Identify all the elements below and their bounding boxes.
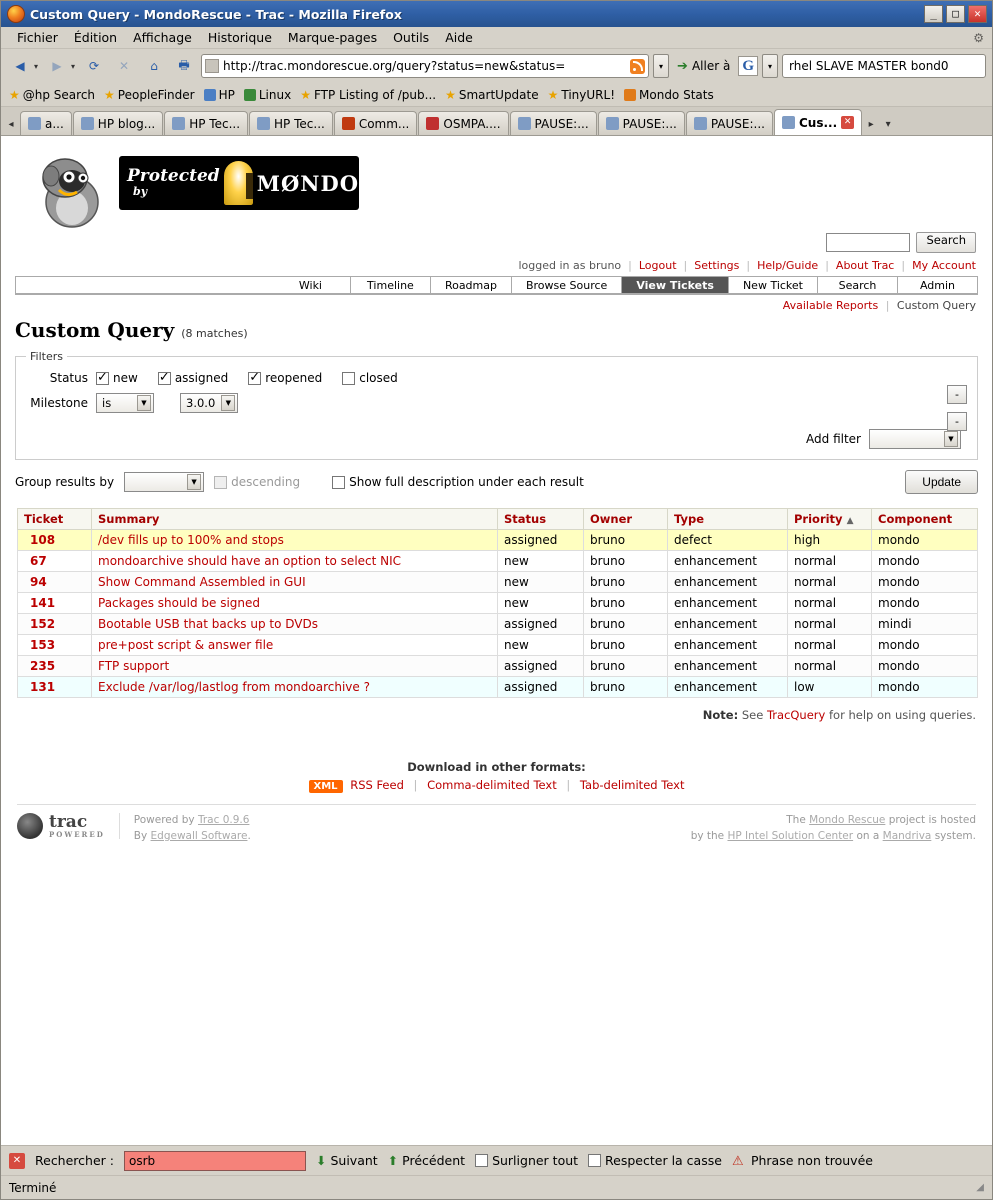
available-reports-link[interactable]: Available Reports — [782, 299, 879, 312]
cell-summary[interactable]: Bootable USB that backs up to DVDs — [92, 614, 498, 635]
bookmark-label: @hp Search — [22, 87, 96, 102]
trac-banner — [1, 136, 992, 232]
cell-component: mondo — [872, 530, 978, 551]
tracquery-link[interactable]: TracQuery — [766, 708, 826, 722]
note-prefix: Note: — [702, 708, 739, 722]
column-header-type[interactable]: Type — [668, 509, 788, 530]
warning-icon: ⚠ — [731, 1153, 744, 1169]
cell-status: assigned — [498, 614, 584, 635]
table-row[interactable] — [18, 593, 978, 614]
tab-label: HP Tec... — [274, 116, 325, 131]
remove-milestone-filter-button[interactable]: - — [947, 412, 967, 431]
tab-bar — [1, 107, 992, 135]
search-engine-dropdown[interactable]: ▾ — [762, 54, 778, 78]
tab-favicon-icon — [342, 117, 355, 130]
cell-status: new — [498, 635, 584, 656]
table-row[interactable] — [18, 551, 978, 572]
bookmark-label: HP — [218, 87, 235, 102]
arrow-down-icon: ⬇ — [315, 1153, 327, 1168]
trac-search-row — [1, 232, 992, 253]
tab-scroll-right-icon[interactable]: ▸ — [868, 119, 874, 130]
checkbox-icon[interactable] — [332, 476, 345, 489]
url-history-dropdown[interactable]: ▾ — [653, 54, 669, 78]
page-title — [15, 318, 992, 342]
tab-favicon-icon — [518, 117, 531, 130]
nav-new-ticket[interactable]: New Ticket — [729, 276, 818, 294]
table-header-row — [18, 509, 978, 530]
milestone-filter-row — [26, 393, 967, 428]
cell-priority: normal — [788, 572, 872, 593]
cell-owner: bruno — [584, 635, 668, 656]
status-assigned-label: assigned — [174, 371, 229, 385]
window-buttons — [924, 5, 987, 23]
tab-4[interactable] — [334, 111, 418, 135]
cell-component: mondo — [872, 635, 978, 656]
metanav: logged in as bruno | Logout | Settings | Help/Guide | About Trac | My Account — [518, 259, 976, 272]
tsv-link[interactable]: Tab-delimited Text — [579, 778, 685, 792]
firefox-logo-icon — [7, 5, 25, 23]
forward-button: ▶ — [52, 59, 62, 73]
about-trac-link[interactable]: About Trac — [835, 259, 895, 272]
page-title-text: Custom Query — [15, 318, 175, 342]
title-bar — [1, 1, 992, 27]
checkbox-icon[interactable] — [158, 372, 171, 385]
tab-6[interactable] — [510, 111, 597, 135]
status-new-checkbox[interactable] — [96, 371, 138, 385]
cell-status: new — [498, 551, 584, 572]
cell-type: enhancement — [668, 551, 788, 572]
checkbox-icon[interactable] — [342, 372, 355, 385]
page-content — [1, 135, 992, 1145]
update-button[interactable]: Update — [905, 470, 978, 494]
chevron-down-icon: ▼ — [221, 395, 235, 411]
by-label: By — [133, 829, 148, 842]
sort-arrow-icon: ▲ — [846, 516, 854, 526]
rss-feed-link[interactable]: RSS Feed — [350, 778, 404, 792]
cell-component: mondo — [872, 593, 978, 614]
star-icon: ★ — [9, 87, 20, 102]
star-icon: ★ — [445, 87, 456, 102]
status-new-label: new — [113, 371, 138, 385]
bookmark-mondo-stats[interactable] — [624, 88, 714, 102]
bookmark-hp[interactable] — [204, 88, 235, 102]
cell-owner: bruno — [584, 656, 668, 677]
hp-intel-solution-center-link[interactable]: HP Intel Solution Center — [727, 829, 854, 842]
find-label: Rechercher : — [35, 1153, 114, 1168]
stop-button: ✕ — [119, 59, 130, 73]
cell-ticket[interactable]: 131 — [18, 677, 92, 698]
treasure-chest-icon — [224, 161, 253, 205]
cell-status: assigned — [498, 656, 584, 677]
close-findbar-icon[interactable]: ✕ — [9, 1153, 25, 1169]
checkbox-icon[interactable] — [214, 476, 227, 489]
cell-component: mondo — [872, 656, 978, 677]
table-row[interactable] — [18, 614, 978, 635]
tab-5[interactable] — [418, 111, 508, 135]
nav-timeline[interactable]: Timeline — [351, 276, 431, 294]
trac-disc-icon — [17, 813, 43, 839]
cell-owner: bruno — [584, 593, 668, 614]
close-icon[interactable]: ✕ — [841, 116, 854, 129]
find-next-label: Suivant — [330, 1153, 378, 1168]
star-icon: ★ — [104, 87, 115, 102]
trac-powered-logo[interactable] — [17, 813, 120, 839]
nav-filler — [15, 276, 271, 294]
tab-label: Cus... — [798, 115, 838, 130]
url-bar[interactable] — [201, 54, 649, 78]
trac-search-input[interactable] — [826, 233, 910, 252]
tab-2[interactable] — [164, 111, 248, 135]
cell-ticket[interactable]: 153 — [18, 635, 92, 656]
search-input[interactable]: rhel SLAVE MASTER bond0 — [782, 54, 986, 78]
cell-priority: normal — [788, 614, 872, 635]
cell-ticket[interactable]: 67 — [18, 551, 92, 572]
cell-priority: normal — [788, 635, 872, 656]
table-row[interactable] — [18, 656, 978, 677]
cell-component: mondo — [872, 572, 978, 593]
find-next-button[interactable] — [316, 1153, 378, 1168]
bookmark-peoplefinder[interactable] — [104, 88, 195, 102]
match-case-label: Respecter la casse — [605, 1153, 722, 1168]
menu-fichier[interactable]: Fichier — [17, 30, 58, 45]
filters-panel — [15, 350, 978, 460]
cell-priority: normal — [788, 551, 872, 572]
status-reopened-checkbox[interactable] — [248, 371, 322, 385]
cell-ticket[interactable]: 108 — [18, 530, 92, 551]
logout-link[interactable]: Logout — [638, 259, 677, 272]
help-guide-link[interactable]: Help/Guide — [757, 259, 819, 272]
menu-bar — [1, 27, 992, 49]
logged-in-label: logged in as bruno — [518, 259, 622, 272]
bookmark-ftp-listing[interactable] — [300, 88, 436, 102]
url-text[interactable]: http://trac.mondorescue.org/query?status=new&status= — [223, 59, 566, 73]
find-bar — [1, 1145, 992, 1175]
bookmark-linux[interactable] — [244, 88, 291, 102]
cell-status: new — [498, 593, 584, 614]
rss-feed-icon[interactable] — [630, 59, 645, 74]
group-results-row — [15, 470, 978, 494]
my-account-link[interactable]: My Account — [912, 259, 976, 272]
page-footer — [17, 804, 976, 845]
cell-owner: bruno — [584, 572, 668, 593]
tab-favicon-icon — [257, 117, 270, 130]
tab-label: OSMPA.... — [443, 116, 501, 131]
note-suffix: for help on using queries. — [829, 708, 976, 722]
window-title: Custom Query - MondoRescue - Trac - Mozilla Firefox — [30, 6, 402, 22]
mondo-rescue-link[interactable]: Mondo Rescue — [809, 814, 886, 826]
cell-priority: high — [788, 530, 872, 551]
add-filter-row — [26, 429, 967, 449]
tab-list-dropdown-icon[interactable]: ▾ — [885, 119, 891, 130]
download-formats — [1, 760, 992, 792]
back-dropdown-icon[interactable]: ▾ — [34, 61, 39, 71]
site-favicon-icon — [205, 59, 219, 73]
cell-summary[interactable]: Packages should be signed — [92, 593, 498, 614]
nav-roadmap[interactable]: Roadmap — [431, 276, 512, 294]
star-icon: ★ — [547, 87, 559, 102]
context-navigation: Available Reports | Custom Query — [782, 299, 976, 312]
tab-favicon-icon — [426, 117, 439, 130]
chevron-down-icon: ▼ — [187, 474, 201, 490]
status-closed-checkbox[interactable] — [342, 371, 398, 385]
cell-component: mondo — [872, 551, 978, 572]
add-filter-label: Add filter — [806, 432, 861, 446]
xml-badge-icon: XML — [309, 780, 343, 793]
descending-checkbox[interactable] — [214, 475, 300, 489]
column-header-priority[interactable]: Priority ▲ — [788, 509, 872, 530]
cell-ticket[interactable]: 141 — [18, 593, 92, 614]
resize-grip-icon[interactable]: ◢ — [976, 1182, 984, 1193]
main-navigation — [15, 276, 978, 295]
find-input[interactable]: osrb — [124, 1151, 306, 1171]
checkbox-icon[interactable] — [96, 372, 109, 385]
find-label-group — [35, 1153, 114, 1168]
reload-button[interactable]: ⟳ — [89, 59, 100, 73]
cell-owner: bruno — [584, 614, 668, 635]
close-button[interactable]: ✕ — [968, 5, 987, 23]
status-bar — [1, 1175, 992, 1199]
tab-label: PAUSE:... — [534, 116, 589, 131]
csv-link[interactable]: Comma-delimited Text — [427, 778, 557, 792]
hosted-by-text: The Mondo Rescue project is hosted by the HP Intel Solution Center on a Mandriva system. — [690, 814, 976, 842]
column-header-component[interactable]: Component — [872, 509, 978, 530]
cell-ticket[interactable]: 152 — [18, 614, 92, 635]
tab-label: HP blog... — [97, 116, 156, 131]
cell-priority: normal — [788, 656, 872, 677]
status-reopened-label: reopened — [265, 371, 323, 385]
nav-wiki[interactable]: Wiki — [271, 276, 351, 294]
tab-label: PAUSE:... — [622, 116, 677, 131]
back-button[interactable]: ◀ — [15, 59, 25, 73]
logo-protected-text: Protected by — [127, 166, 220, 199]
tab-favicon-icon — [172, 117, 185, 130]
protected-by-mondo-logo — [119, 156, 359, 210]
cell-owner: bruno — [584, 530, 668, 551]
phrase-not-found-label: Phrase non trouvée — [750, 1153, 873, 1168]
highlight-all-toggle[interactable] — [475, 1153, 578, 1168]
note-see: See — [741, 708, 764, 722]
go-arrow-icon: ➔ — [677, 58, 688, 74]
filters-legend: Filters — [30, 350, 63, 363]
milestone-value: 3.0.0 — [186, 396, 216, 410]
cell-owner: bruno — [584, 551, 668, 572]
nav-view-tickets[interactable]: View Tickets — [622, 276, 729, 294]
tab-8[interactable] — [686, 111, 773, 135]
edgewall-link[interactable]: Edgewall Software — [150, 829, 248, 842]
cell-type: enhancement — [668, 572, 788, 593]
folder-icon — [624, 89, 636, 101]
menu-outils[interactable]: Outils — [393, 30, 430, 45]
tab-favicon-icon — [606, 117, 619, 130]
milestone-value-select[interactable] — [180, 393, 238, 413]
menu-aide[interactable]: Aide — [445, 30, 473, 45]
query-note — [1, 708, 976, 722]
cell-type: defect — [668, 530, 788, 551]
go-label: Aller à — [691, 59, 731, 73]
maximize-button[interactable]: □ — [946, 5, 965, 23]
cell-summary[interactable]: FTP support — [92, 656, 498, 677]
table-row[interactable] — [18, 677, 978, 698]
tab-favicon-icon — [694, 117, 707, 130]
folder-icon — [204, 89, 216, 101]
cell-summary[interactable]: mondoarchive should have an option to select NIC — [92, 551, 498, 572]
tab-3[interactable] — [249, 111, 333, 135]
remove-status-filter-button[interactable]: - — [947, 385, 967, 404]
status-closed-label: closed — [359, 371, 398, 385]
find-previous-button[interactable] — [388, 1153, 465, 1168]
phrase-not-found-status — [732, 1153, 873, 1168]
download-links: XML RSS Feed | Comma-delimited Text | Tab-delimited Text — [1, 778, 992, 792]
chevron-down-icon: ▼ — [944, 431, 958, 447]
cell-component: mindi — [872, 614, 978, 635]
status-filter-row — [26, 371, 967, 401]
nav-browse-source[interactable]: Browse Source — [512, 276, 622, 294]
cell-summary[interactable]: /dev fills up to 100% and stops — [92, 530, 498, 551]
bookmark-label: SmartUpdate — [458, 87, 539, 102]
cell-type: enhancement — [668, 614, 788, 635]
group-results-select[interactable] — [124, 472, 204, 492]
menu-affichage[interactable]: Affichage — [133, 30, 192, 45]
cell-ticket[interactable]: 94 — [18, 572, 92, 593]
tab-7[interactable] — [598, 111, 685, 135]
column-header-ticket[interactable]: Ticket — [18, 509, 92, 530]
go-button[interactable] — [673, 59, 734, 74]
bookmark-label: PeopleFinder — [117, 87, 195, 102]
navigation-toolbar — [1, 49, 992, 83]
tab-label: a... — [45, 116, 64, 131]
star-icon: ★ — [300, 87, 311, 102]
checkbox-icon[interactable] — [248, 372, 261, 385]
cell-priority: low — [788, 677, 872, 698]
tickets-table — [17, 508, 978, 698]
mandriva-link[interactable]: Mandriva — [882, 829, 932, 842]
arrow-up-icon: ⬆ — [387, 1153, 399, 1168]
descending-label: descending — [231, 475, 301, 489]
tab-label: Comm... — [358, 116, 410, 131]
bookmark-label: Mondo Stats — [639, 87, 714, 102]
tab-scroll-left-icon[interactable]: ◂ — [8, 119, 14, 130]
cell-status: new — [498, 572, 584, 593]
group-results-label: Group results by — [15, 475, 115, 489]
bookmark-smartupdate[interactable] — [445, 88, 539, 102]
highlight-all-label: Surligner tout — [492, 1153, 579, 1168]
tab-label: PAUSE:... — [710, 116, 765, 131]
milestone-label: Milestone — [30, 396, 88, 410]
cell-type: enhancement — [668, 635, 788, 656]
cell-priority: normal — [788, 593, 872, 614]
tab-custom-query[interactable] — [774, 109, 862, 135]
bookmark-label: Linux — [258, 87, 292, 102]
menu-historique[interactable]: Historique — [207, 30, 272, 45]
bookmark-hp-search[interactable] — [9, 88, 95, 102]
cell-summary[interactable]: Exclude /var/log/lastlog from mondoarchive ? — [92, 677, 498, 698]
tab-favicon-icon — [81, 117, 94, 130]
show-full-description-checkbox[interactable] — [332, 475, 584, 489]
cell-ticket[interactable]: 235 — [18, 656, 92, 677]
powered-by-text: Powered by Trac 0.9.6 By Edgewall Software. — [133, 814, 251, 842]
tab-favicon-icon — [782, 116, 795, 129]
gear-icon[interactable]: ⚙ — [973, 30, 984, 45]
milestone-operator-select[interactable] — [96, 393, 154, 413]
cell-type: enhancement — [668, 677, 788, 698]
google-icon[interactable]: G — [738, 56, 758, 76]
download-heading: Download in other formats: — [407, 760, 586, 774]
trac-search-button[interactable]: Search — [916, 232, 976, 253]
trac-version-link[interactable]: Trac 0.9.6 — [197, 814, 250, 826]
column-header-summary[interactable]: Summary — [92, 509, 498, 530]
status-label: Status — [49, 371, 88, 385]
status-assigned-checkbox[interactable] — [158, 371, 228, 385]
powered-by-label: Powered by — [133, 814, 195, 826]
mondo-mascot-logo — [39, 156, 105, 228]
logo-mondo-text: MØNDO — [256, 170, 359, 196]
find-previous-label: Précédent — [402, 1153, 466, 1168]
tab-0[interactable] — [20, 111, 72, 135]
table-row[interactable] — [18, 572, 978, 593]
custom-query-label: Custom Query — [896, 299, 976, 312]
column-header-owner[interactable]: Owner — [584, 509, 668, 530]
tab-favicon-icon — [28, 117, 41, 130]
cell-status: assigned — [498, 677, 584, 698]
forward-dropdown-icon: ▾ — [71, 61, 76, 71]
tab-label: HP Tec... — [189, 116, 241, 131]
bookmark-label: FTP Listing of /pub... — [313, 87, 437, 102]
trac-wordmark: trac POWERED — [49, 812, 105, 839]
cell-summary[interactable]: Show Command Assembled in GUI — [92, 572, 498, 593]
milestone-operator-value: is — [102, 396, 112, 410]
settings-link[interactable]: Settings — [694, 259, 740, 272]
nav-admin[interactable]: Admin — [898, 276, 978, 294]
chevron-down-icon: ▼ — [137, 395, 151, 411]
menu-marque-pages[interactable]: Marque-pages — [287, 30, 378, 45]
nav-search[interactable]: Search — [818, 276, 898, 294]
tab-1[interactable] — [73, 111, 163, 135]
column-header-status[interactable]: Status — [498, 509, 584, 530]
add-filter-select[interactable] — [869, 429, 961, 449]
match-count: (8 matches) — [181, 327, 248, 340]
cell-summary[interactable]: pre+post script & answer file — [92, 635, 498, 656]
cell-component: mondo — [872, 677, 978, 698]
table-row[interactable] — [18, 635, 978, 656]
cell-type: enhancement — [668, 656, 788, 677]
minimize-button[interactable]: _ — [924, 5, 943, 23]
show-full-description-label: Show full description under each result — [349, 475, 584, 489]
status-text: Terminé — [9, 1180, 57, 1195]
menu-edition[interactable]: Édition — [73, 30, 118, 45]
bookmark-tinyurl[interactable] — [548, 88, 615, 102]
checkbox-icon[interactable] — [588, 1154, 601, 1167]
cell-status: assigned — [498, 530, 584, 551]
match-case-checkbox[interactable] — [588, 1153, 722, 1168]
table-row[interactable] — [18, 530, 978, 551]
folder-icon — [244, 89, 256, 101]
cell-owner: bruno — [584, 677, 668, 698]
print-button[interactable]: 🖶 — [178, 57, 190, 72]
bookmarks-toolbar — [1, 83, 992, 107]
bookmark-label: TinyURL! — [561, 87, 616, 102]
home-button[interactable]: ⌂ — [150, 59, 158, 73]
highlight-icon — [475, 1154, 488, 1167]
cell-type: enhancement — [668, 593, 788, 614]
